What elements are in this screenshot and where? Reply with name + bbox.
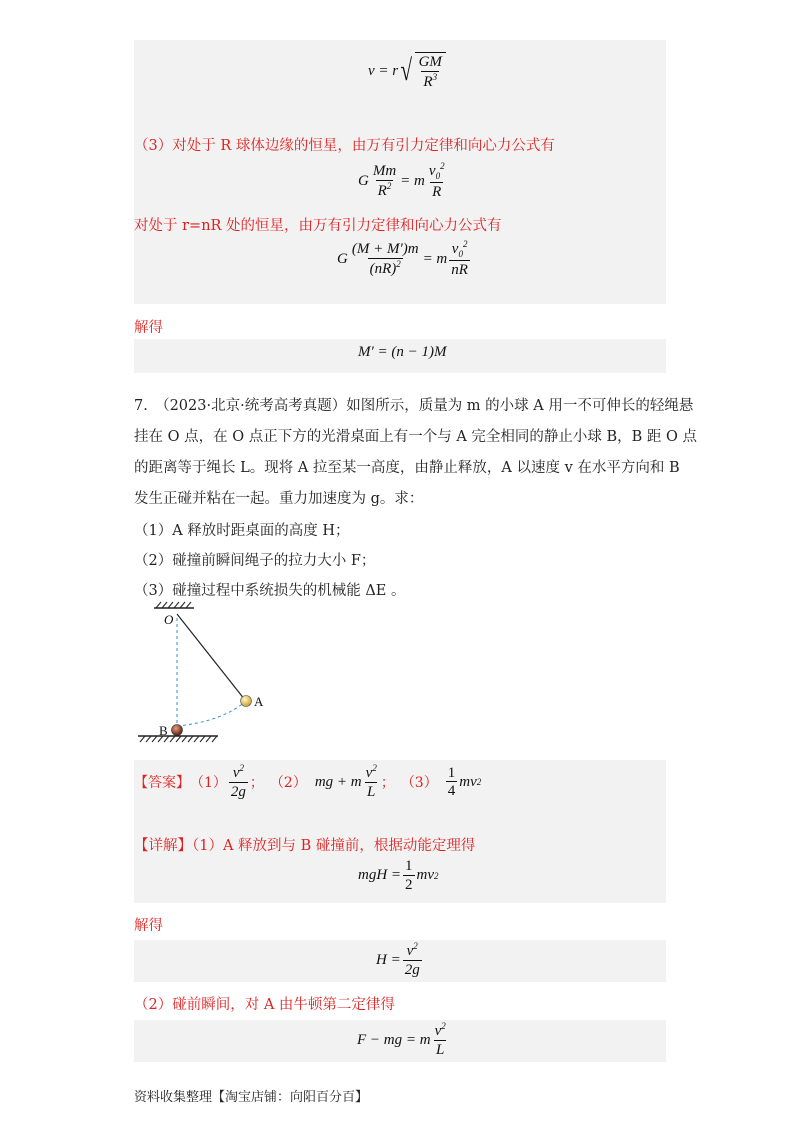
label-jiede-1: 解得 [134, 320, 163, 336]
para-part2: （2）碰前瞬间，对 A 由牛顿第二定律得 [134, 997, 395, 1013]
answer-3-formula: $\frac{1}{4}$ mv 2 [447, 764, 482, 799]
formula-mprime: M′ = (n − 1)M [358, 344, 447, 360]
pendulum-figure [130, 600, 280, 750]
rope [177, 614, 245, 700]
detail-tag: 【详解】 [134, 838, 192, 854]
answer-2-formula: mg + m $\frac{v^2}{L}$ [314, 763, 377, 800]
formula-nr: G $\frac{(M + M')m}{(nR)^2}$ = m $\frac{v_0^2}{nR}$ [337, 239, 468, 278]
formula-edge: G $\frac{Mm}{R^2}$ = m $\frac{v_0^2}{R}$ [358, 161, 445, 200]
question-7-line-1: 7. （2023·北京·统考高考真题）如图所示，质量为 m 的小球 A 用一不可伸长的轻绳悬 [134, 398, 694, 414]
answer-1-formula: $\frac{v^2}{2g}$ [230, 763, 246, 800]
question-7-sub-1: （1）A 释放时距桌面的高度 H； [134, 523, 350, 539]
footer: 资料收集整理【淘宝店铺：向阳百分百】 [134, 1090, 369, 1105]
question-7-line-2: 挂在 O 点，在 O 点正下方的光滑桌面上有一个与 A 完全相同的静止小球 B，B 距 O 点 [134, 429, 698, 445]
formula-f: F − mg = m $\frac{v^2}{L}$ [357, 1021, 446, 1058]
answer-tag: 【答案】 [134, 775, 190, 792]
question-7-line-3: 的距离等于绳长 L。现将 A 拉至某一高度，由静止释放，A 以速度 v 在水平方向和 B [134, 460, 680, 476]
formula-h: H = $\frac{v^2}{2g}$ [376, 941, 420, 978]
detail-line: 【详解】（1）A 释放到与 B 碰撞前，根据动能定理得 [134, 838, 476, 854]
formula-v: v = r √ $\frac{GM}{R^3}$ [368, 52, 446, 91]
arc-path [177, 702, 245, 726]
ball-b [172, 725, 183, 736]
question-7-sub-3: （3）碰撞过程中系统损失的机械能 ΔE 。 [134, 583, 406, 599]
question-7-line-4: 发生正碰并粘在一起。重力加速度为 g。求： [134, 491, 424, 507]
ball-a [241, 696, 252, 707]
formula-energy: mgH = $\frac{1}{2}$ mv 2 [358, 858, 439, 893]
para-part3: （3）对处于 R 球体边缘的恒星，由万有引力定律和向心力公式有 [134, 138, 555, 154]
label-b: B [159, 723, 168, 738]
table-surface [138, 736, 218, 742]
label-a: A [254, 694, 264, 709]
question-7-sub-2: （2）碰撞前瞬间绳子的拉力大小 F； [134, 553, 376, 569]
ceiling [154, 602, 194, 608]
label-jiede-2: 解得 [134, 918, 163, 934]
label-o: O [164, 612, 174, 627]
answer-line: 【答案】 （1） $\frac{v^2}{2g}$ ； （2） mg + m $\frac{v^2}{L}$ ； （3） $\frac{1}{4}$ mv 2 [134, 763, 482, 800]
para-rnr: 对处于 r=nR 处的恒星，由万有引力定律和向心力公式有 [134, 218, 502, 234]
